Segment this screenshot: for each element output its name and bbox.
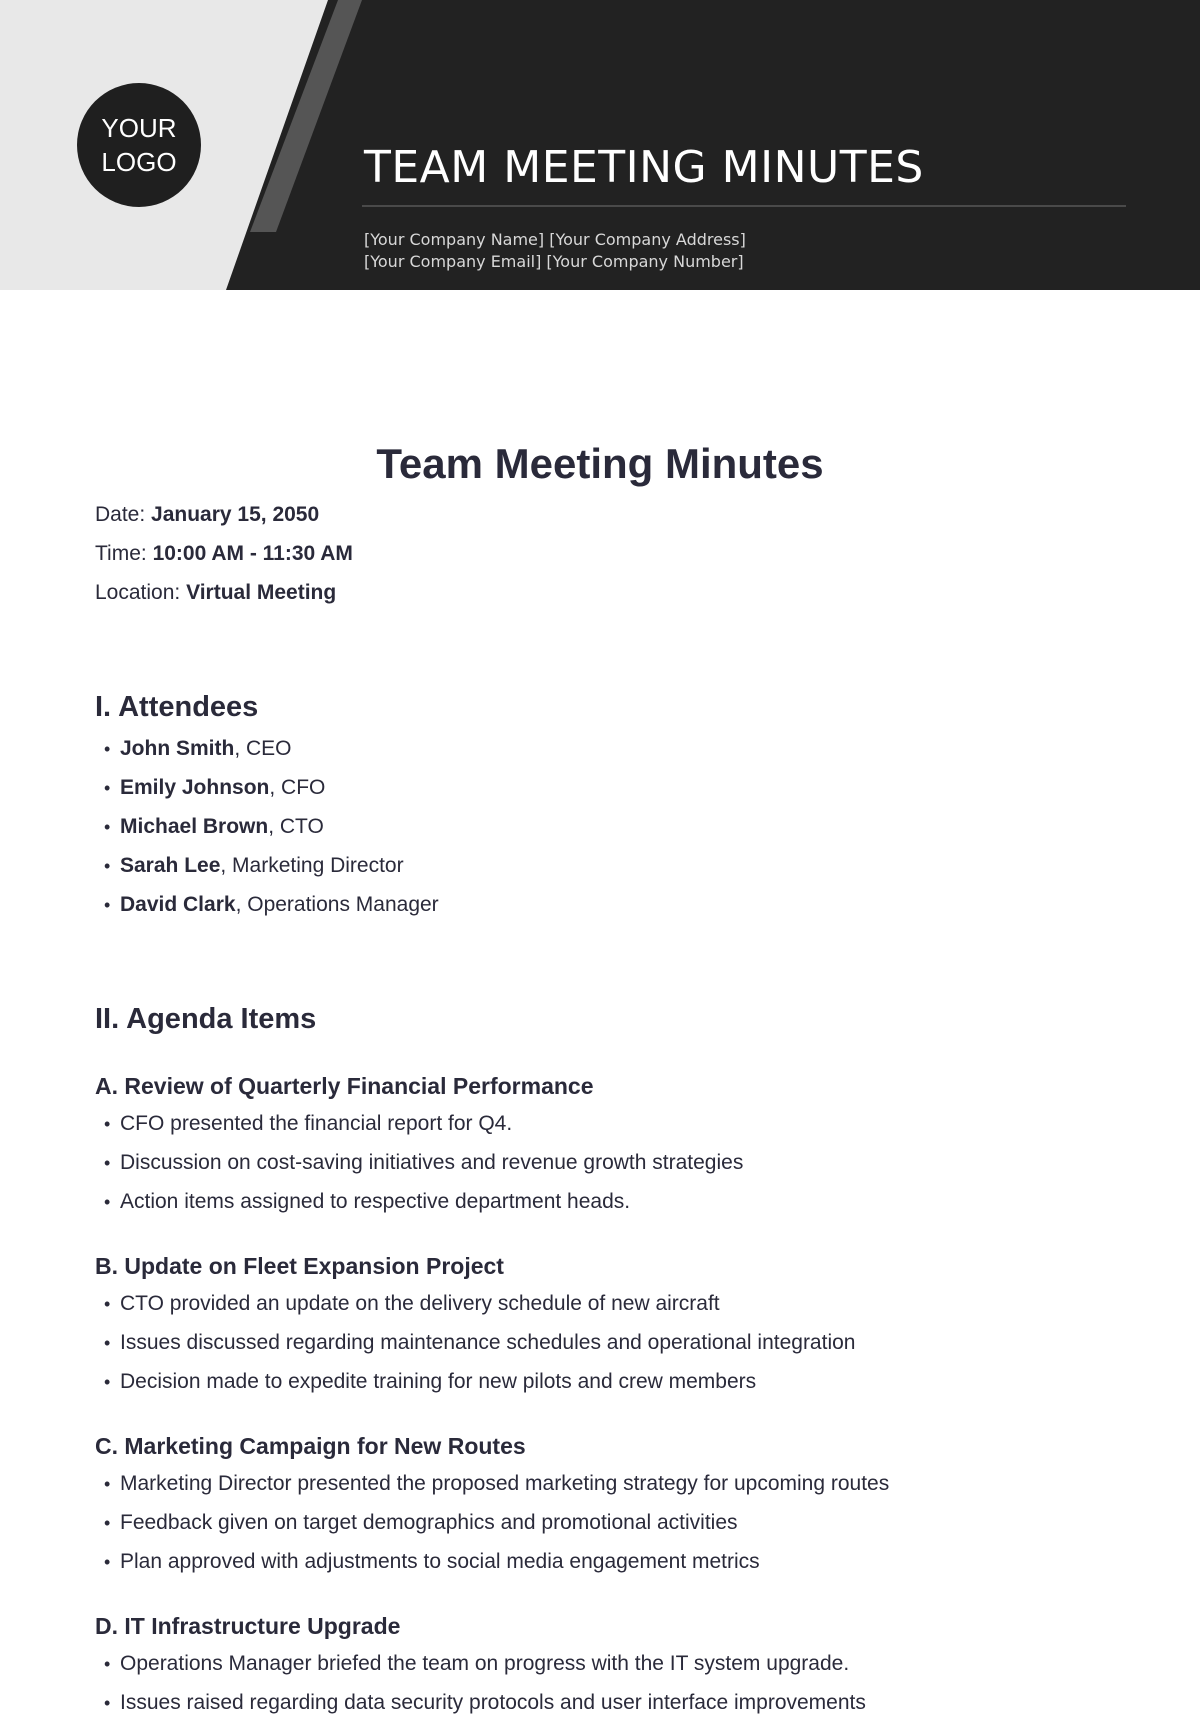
document-header [0,0,1200,290]
attendee-name: Michael Brown [120,815,269,838]
agenda-item: • Issues discussed regarding maintenance schedules and operational integration [104,1331,1154,1370]
agenda-item: • Issues raised regarding data security protocols and user interface improvements [104,1691,1154,1730]
time-value: 10:00 AM - 11:30 AM [152,542,353,565]
agenda-item: • Action items assigned to respective department heads. [104,1190,1154,1229]
attendee-item [104,854,1154,893]
attendee-item [104,815,1154,854]
attendee-name: Emily Johnson [120,776,270,799]
attendee-item [104,737,1154,776]
header-title: TEAM MEETING MINUTES [364,142,924,193]
attendee-role: , Operations Manager [235,893,439,916]
agenda-section-title: D. IT Infrastructure Upgrade [95,1613,401,1639]
date-value: January 15, 2050 [151,503,320,526]
agenda-item: • Feedback given on target demographics and promotional activities [104,1511,1154,1550]
attendee-name: Sarah Lee [120,854,221,877]
agenda-heading: II. Agenda Items [95,1003,317,1035]
attendee-role: , CFO [269,776,326,799]
meeting-time [95,542,353,566]
agenda-section-items [104,1112,1154,1229]
logo-text-line2: LOGO [101,147,177,177]
agenda-item: • CFO presented the financial report for Q4. [104,1112,1154,1151]
agenda-item: • Discussion on cost-saving initiatives and revenue growth strategies [104,1151,1154,1190]
agenda-section-items [104,1292,1154,1409]
time-label: Time: [95,542,147,565]
attendee-role: , CTO [268,815,324,838]
attendee-role: , Marketing Director [220,854,404,877]
agenda-section-items [104,1652,1154,1730]
agenda-item: • Operations Manager briefed the team on progress with the IT system upgrade. [104,1652,1154,1691]
location-label: Location: [95,581,181,604]
attendees-list [104,737,1154,932]
company-info-line2: [Your Company Email] [Your Company Number] [364,252,744,271]
location-value: Virtual Meeting [186,581,337,604]
attendee-name: David Clark [120,893,236,916]
agenda-section-title: C. Marketing Campaign for New Routes [95,1433,526,1459]
agenda-section-title: A. Review of Quarterly Financial Performance [95,1073,594,1099]
agenda-section-title: B. Update on Fleet Expansion Project [95,1253,504,1279]
company-info-line1: [Your Company Name] [Your Company Address] [364,230,746,249]
logo-text-line1: YOUR [101,113,177,143]
page-title: Team Meeting Minutes [376,440,824,487]
date-label: Date: [95,503,146,526]
attendee-role: , CEO [234,737,292,760]
meeting-date [95,503,319,527]
agenda-section-items [104,1472,1154,1589]
attendees-heading: I. Attendees [95,691,259,723]
header-divider [362,205,1126,207]
agenda-item: • Decision made to expedite training for new pilots and crew members [104,1370,1154,1409]
agenda-item: • Marketing Director presented the proposed marketing strategy for upcoming routes [104,1472,1154,1511]
attendee-item [104,893,1154,932]
agenda-item: • CTO provided an update on the delivery schedule of new aircraft [104,1292,1154,1331]
company-logo [77,83,201,207]
agenda-item: • Plan approved with adjustments to social media engagement metrics [104,1550,1154,1589]
attendee-item [104,776,1154,815]
meeting-location [95,581,336,605]
attendee-name: John Smith [120,737,235,760]
